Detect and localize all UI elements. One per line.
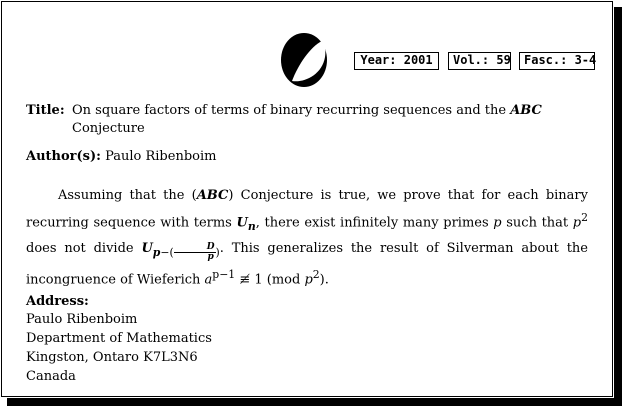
title-label: Title: [26,103,65,118]
volume-badge: Vol.: 59 [448,52,511,70]
card-shadow-bottom [7,398,622,406]
year-badge: Year: 2001 [354,52,439,70]
address-line: Paulo Ribenboim [26,312,138,327]
card-shadow-right [614,7,622,405]
address-line: Canada [26,369,76,384]
journal-logo-icon [278,31,330,89]
address-line: Department of Mathematics [26,331,212,346]
abstract-text: Assuming that the (ABC) Conjecture is true, we prove that for each binary recurring sequence with terms $U_n$, there exist infinitely many primes p such that $p^2$ does not divide $U_{p-( D p )}$. This generalizes the result of Silverman about the incongruence of Wieferich $a^{p-1}$ ≢ 1 (mod $p^2$). [26,188,589,287]
address-label: Address: [26,294,89,309]
title-text: On square factors of terms of binary recurring sequences and the ABC Conjecture [72,103,542,136]
fascicle-badge: Fasc.: 3-4 [519,52,595,70]
author-name: Paulo Ribenboim [105,149,217,164]
author-label: Author(s): [26,149,101,164]
address-line: Kingston, Ontaro K7L3N6 [26,350,198,365]
author-row [26,148,216,166]
